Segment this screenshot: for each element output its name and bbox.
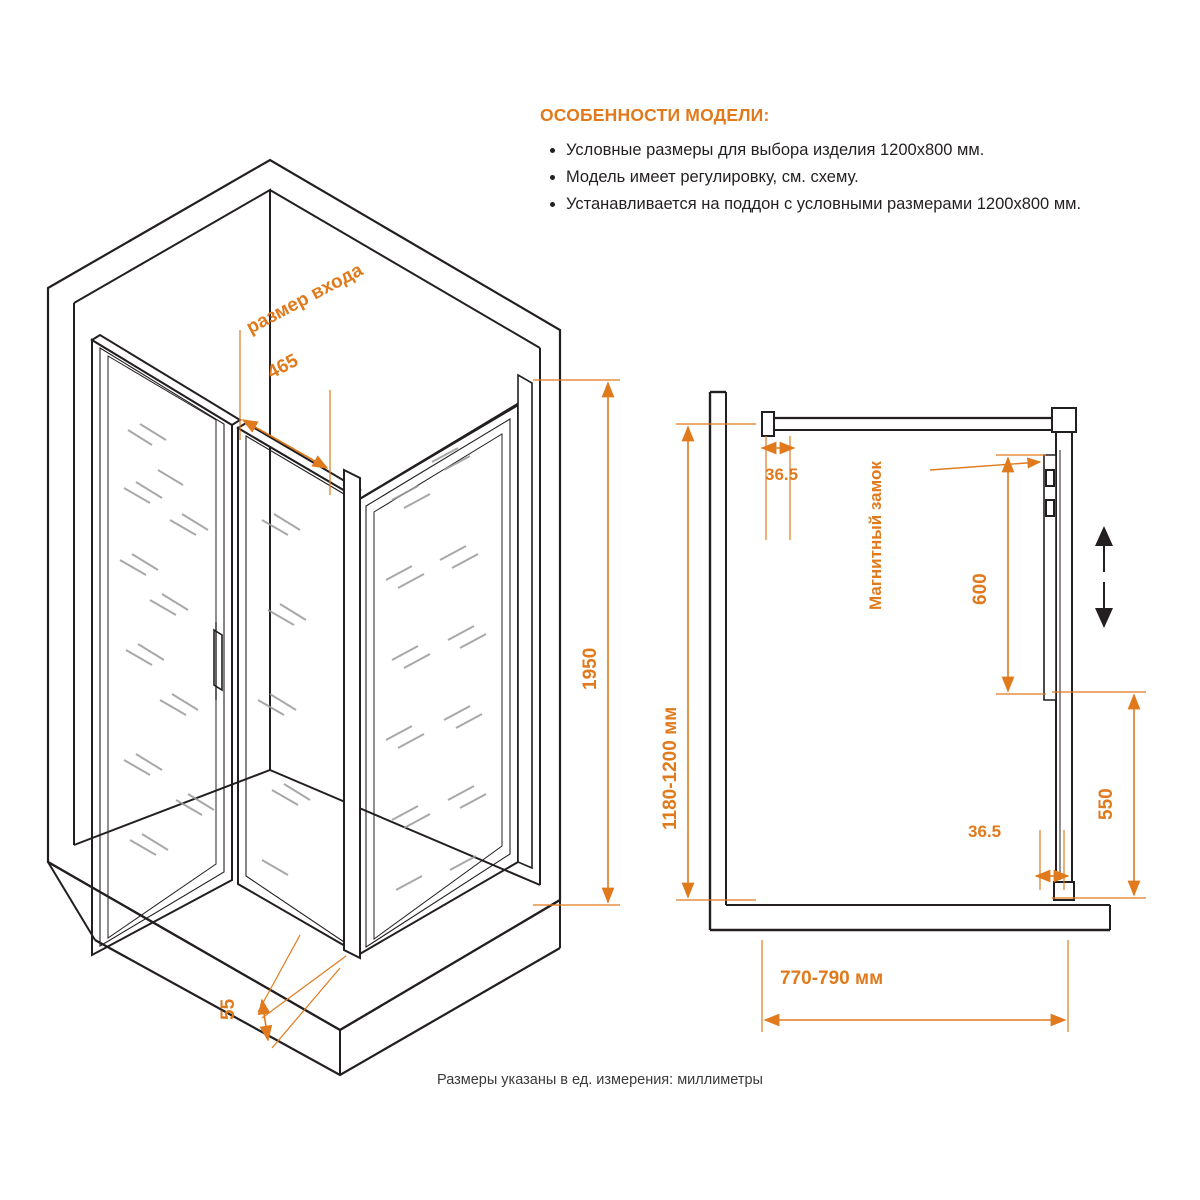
entrance-value: 465 [264,350,302,384]
list-item: • Устанавливается на поддон с условными размерами 1200x800 мм. [566,192,1160,217]
footnote: Размеры указаны в ед. измерения: миллиметры [437,1072,763,1088]
lock-height-600: 600 [970,573,991,605]
offset-bottom-36-5: 36.5 [968,822,1002,841]
features-list [540,138,1160,216]
list-item: • Условные размеры для выбора изделия 1200x800 мм. [566,138,1160,163]
features-block [540,105,1160,218]
features-title: ОСОБЕННОСТИ МОДЕЛИ: [540,105,770,125]
offset-top-36-5: 36.5 [765,465,799,484]
magnetic-lock-label: Магнитный замок [866,461,885,610]
entrance-label: размер входа [243,259,367,339]
plan-dimensions [676,424,1146,1032]
lower-height-550: 550 [1096,788,1117,820]
list-item: • Модель имеет регулировку, см. схему. [566,165,1160,190]
plan-height-range: 1180-1200 мм [660,706,681,830]
base-55: 55 [218,998,239,1020]
height-1950: 1950 [580,647,601,690]
plan-width-range: 770-790 мм [780,968,884,989]
